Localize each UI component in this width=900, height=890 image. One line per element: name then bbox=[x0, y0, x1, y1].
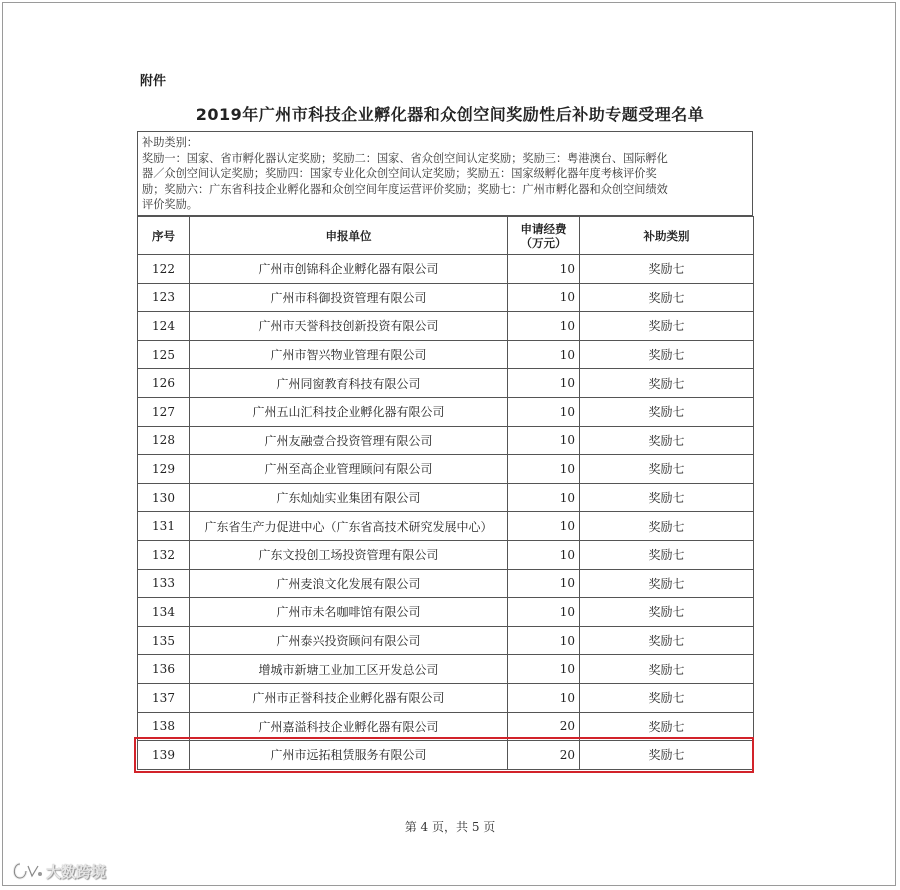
cell-category: 奖励七 bbox=[580, 340, 754, 369]
table-row bbox=[138, 569, 754, 598]
cell-amount: 10 bbox=[508, 683, 580, 712]
cell-unit: 广东灿灿实业集团有限公司 bbox=[190, 483, 508, 512]
table-header-row bbox=[138, 217, 754, 255]
cell-seq: 127 bbox=[138, 397, 190, 426]
cell-seq: 134 bbox=[138, 598, 190, 627]
notes-line: 评价奖励。 bbox=[142, 198, 198, 211]
cell-seq: 139 bbox=[138, 741, 190, 770]
cell-category: 奖励七 bbox=[580, 569, 754, 598]
cell-amount: 10 bbox=[508, 540, 580, 569]
cell-seq: 130 bbox=[138, 483, 190, 512]
cell-category: 奖励七 bbox=[580, 512, 754, 541]
watermark bbox=[10, 860, 106, 882]
cell-unit: 广州市正誉科技企业孵化器有限公司 bbox=[190, 683, 508, 712]
cell-amount: 10 bbox=[508, 483, 580, 512]
category-notes bbox=[137, 131, 753, 216]
cell-amount: 10 bbox=[508, 598, 580, 627]
table-row bbox=[138, 598, 754, 627]
table-row bbox=[138, 512, 754, 541]
award-list-table bbox=[137, 216, 754, 770]
cell-seq: 138 bbox=[138, 712, 190, 741]
cell-unit: 广东文投创工场投资管理有限公司 bbox=[190, 540, 508, 569]
table-row bbox=[138, 741, 754, 770]
cell-category: 奖励七 bbox=[580, 741, 754, 770]
header-amount: 申请经费（万元） bbox=[508, 217, 580, 255]
cell-category: 奖励七 bbox=[580, 312, 754, 341]
cell-unit: 广州泰兴投资顾问有限公司 bbox=[190, 626, 508, 655]
cell-amount: 10 bbox=[508, 426, 580, 455]
notes-line: 器／众创空间认定奖励；奖励四：国家专业化众创空间认定奖励；奖励五：国家级孵化器年度考核评价奖 bbox=[142, 167, 657, 180]
cell-category: 奖励七 bbox=[580, 397, 754, 426]
cell-amount: 10 bbox=[508, 283, 580, 312]
cell-amount: 10 bbox=[508, 569, 580, 598]
cell-category: 奖励七 bbox=[580, 598, 754, 627]
header-category: 补助类别 bbox=[580, 217, 754, 255]
cell-category: 奖励七 bbox=[580, 712, 754, 741]
cell-unit: 广州市未名咖啡馆有限公司 bbox=[190, 598, 508, 627]
cell-unit: 广州友融壹合投资管理有限公司 bbox=[190, 426, 508, 455]
cell-amount: 10 bbox=[508, 626, 580, 655]
table-row bbox=[138, 426, 754, 455]
cell-amount: 10 bbox=[508, 312, 580, 341]
cell-amount: 10 bbox=[508, 397, 580, 426]
table-row bbox=[138, 626, 754, 655]
cell-seq: 135 bbox=[138, 626, 190, 655]
cell-seq: 132 bbox=[138, 540, 190, 569]
watermark-logo-icon bbox=[10, 860, 44, 882]
cell-category: 奖励七 bbox=[580, 255, 754, 284]
notes-line: 奖励一：国家、省市孵化器认定奖励；奖励二：国家、省众创空间认定奖励；奖励三：粤港澳台、国际孵化 bbox=[142, 151, 668, 165]
cell-category: 奖励七 bbox=[580, 369, 754, 398]
attachment-label: 附件 bbox=[140, 74, 167, 89]
table-row bbox=[138, 255, 754, 284]
cell-amount: 20 bbox=[508, 741, 580, 770]
cell-unit: 广州市智兴物业管理有限公司 bbox=[190, 340, 508, 369]
cell-unit: 广州至高企业管理顾问有限公司 bbox=[190, 455, 508, 484]
cell-seq: 136 bbox=[138, 655, 190, 684]
cell-category: 奖励七 bbox=[580, 655, 754, 684]
cell-seq: 129 bbox=[138, 455, 190, 484]
cell-seq: 123 bbox=[138, 283, 190, 312]
document-title: 2019年广州市科技企业孵化器和众创空间奖励性后补助专题受理名单 bbox=[195, 105, 705, 124]
cell-unit: 广州市科御投资管理有限公司 bbox=[190, 283, 508, 312]
cell-amount: 10 bbox=[508, 340, 580, 369]
cell-category: 奖励七 bbox=[580, 455, 754, 484]
table-body bbox=[138, 255, 754, 770]
notes-line: 补助类别： bbox=[142, 136, 198, 149]
cell-unit: 广州麦浪文化发展有限公司 bbox=[190, 569, 508, 598]
cell-amount: 10 bbox=[508, 655, 580, 684]
table-row bbox=[138, 683, 754, 712]
table-row bbox=[138, 312, 754, 341]
cell-amount: 10 bbox=[508, 369, 580, 398]
table-row bbox=[138, 540, 754, 569]
header-unit: 申报单位 bbox=[190, 217, 508, 255]
cell-unit: 广东省生产力促进中心（广东省高技术研究发展中心） bbox=[190, 512, 508, 541]
cell-category: 奖励七 bbox=[580, 626, 754, 655]
page-number: 第 4 页，共 5 页 bbox=[404, 820, 496, 834]
table-row bbox=[138, 655, 754, 684]
cell-category: 奖励七 bbox=[580, 426, 754, 455]
cell-seq: 137 bbox=[138, 683, 190, 712]
watermark-text: 大数跨境 bbox=[46, 862, 107, 881]
cell-unit: 广州嘉溢科技企业孵化器有限公司 bbox=[190, 712, 508, 741]
table-row bbox=[138, 397, 754, 426]
cell-category: 奖励七 bbox=[580, 483, 754, 512]
table-row bbox=[138, 712, 754, 741]
cell-amount: 10 bbox=[508, 455, 580, 484]
cell-seq: 126 bbox=[138, 369, 190, 398]
cell-category: 奖励七 bbox=[580, 540, 754, 569]
cell-unit: 广州市远拓租赁服务有限公司 bbox=[190, 741, 508, 770]
cell-unit: 增城市新塘工业加工区开发总公司 bbox=[190, 655, 508, 684]
table-row bbox=[138, 369, 754, 398]
cell-seq: 133 bbox=[138, 569, 190, 598]
cell-seq: 125 bbox=[138, 340, 190, 369]
cell-seq: 128 bbox=[138, 426, 190, 455]
cell-category: 奖励七 bbox=[580, 283, 754, 312]
cell-seq: 131 bbox=[138, 512, 190, 541]
cell-unit: 广州市天誉科技创新投资有限公司 bbox=[190, 312, 508, 341]
header-seq: 序号 bbox=[138, 217, 190, 255]
table-row bbox=[138, 340, 754, 369]
cell-amount: 10 bbox=[508, 255, 580, 284]
cell-unit: 广州同窗教育科技有限公司 bbox=[190, 369, 508, 398]
cell-seq: 124 bbox=[138, 312, 190, 341]
cell-seq: 122 bbox=[138, 255, 190, 284]
cell-unit: 广州五山汇科技企业孵化器有限公司 bbox=[190, 397, 508, 426]
table-row bbox=[138, 455, 754, 484]
cell-amount: 10 bbox=[508, 512, 580, 541]
cell-category: 奖励七 bbox=[580, 683, 754, 712]
cell-unit: 广州市创锦科企业孵化器有限公司 bbox=[190, 255, 508, 284]
notes-line: 励；奖励六：广东省科技企业孵化器和众创空间年度运营评价奖励；奖励七：广州市孵化器和众创空间绩效 bbox=[142, 182, 668, 196]
table-row bbox=[138, 283, 754, 312]
table-row bbox=[138, 483, 754, 512]
cell-amount: 20 bbox=[508, 712, 580, 741]
